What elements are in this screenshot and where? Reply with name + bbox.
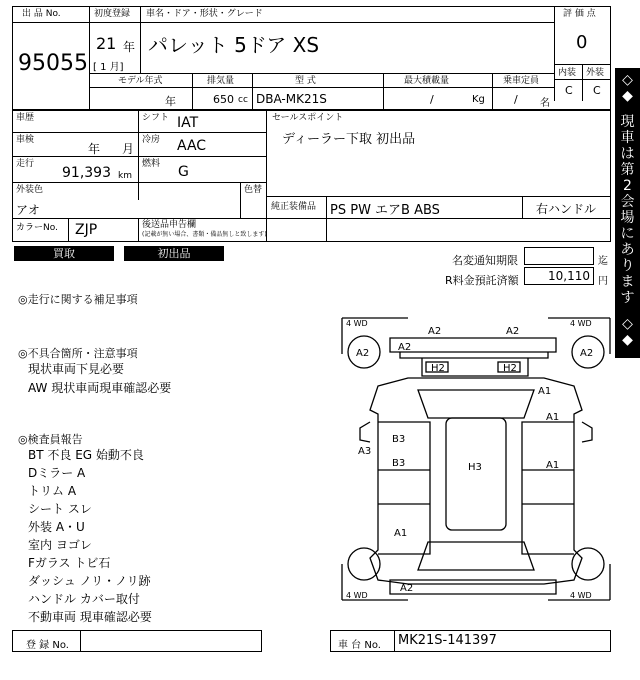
- capacity-label: 乗車定員: [503, 76, 540, 86]
- banner-char: 会: [620, 194, 635, 210]
- divider: [12, 182, 266, 183]
- recycle-value: 10,110: [548, 269, 590, 283]
- divider: [80, 630, 81, 652]
- lot-no-label: 出 品 No.: [22, 9, 61, 19]
- lot-number: 95055: [18, 51, 88, 76]
- banner-char: ◇: [622, 316, 633, 332]
- side-banner: [615, 68, 640, 358]
- ac-value: AAC: [177, 138, 207, 154]
- banner-char: ◇: [622, 72, 633, 88]
- divider: [266, 110, 267, 242]
- equipment-value: PS PW エアB ABS: [330, 203, 440, 218]
- shift-value: IAT: [177, 115, 199, 131]
- divider: [68, 218, 69, 242]
- inspector-item: トリム A: [28, 484, 77, 498]
- supplement-title: ◎走行に関する補足事項: [18, 293, 138, 306]
- damage-rear-door-l-upper: B3: [392, 434, 406, 445]
- chassis-no-value: MK21S-141397: [398, 633, 497, 648]
- displacement-label: 排気量: [207, 76, 235, 86]
- sales-point-label: セールスポイント: [272, 113, 344, 123]
- damage-rear-bumper: A2: [400, 583, 414, 594]
- divider: [12, 218, 611, 219]
- divider: [89, 22, 554, 23]
- recycle-unit: 円: [598, 276, 608, 287]
- fuel-value: G: [178, 164, 189, 180]
- inspection-year: 年: [88, 142, 101, 156]
- defect-title: ◎不具合箇所・注意事項: [18, 347, 138, 360]
- divider: [12, 22, 89, 23]
- divider: [522, 196, 523, 218]
- defect-item: 現状車両下見必要: [28, 362, 125, 376]
- divider: [554, 79, 611, 80]
- shift-label: シフト: [142, 113, 170, 123]
- inspector-item: Fガラス トビ石: [28, 556, 111, 570]
- displacement-unit: cc: [238, 95, 248, 105]
- capacity-unit: 名: [540, 98, 550, 109]
- reg-month: [ 1 月]: [93, 62, 124, 73]
- exterior-label: 外装: [586, 68, 605, 78]
- aftermarket-note: (記載が無い場合、書類・備品無しと致します): [142, 231, 267, 238]
- banner-char: 車: [620, 130, 635, 146]
- divider: [582, 64, 583, 101]
- model-year-unit: 年: [165, 95, 176, 108]
- four-wd-label: 4 WD: [570, 319, 592, 328]
- divider: [326, 196, 327, 242]
- recycle-label: R料金預託済額: [445, 274, 519, 287]
- chassis-no-label: 車 台 No.: [338, 640, 381, 651]
- inspector-title: ◎検査員報告: [18, 433, 83, 446]
- four-wd-label: 4 WD: [570, 591, 592, 600]
- mileage-unit: km: [118, 171, 132, 181]
- color-no-value: ZJP: [75, 222, 98, 238]
- divider: [89, 87, 554, 88]
- inspector-item: 不動車両 現車確認必要: [28, 610, 152, 624]
- divider: [138, 218, 139, 242]
- interior-grade: C: [565, 84, 573, 97]
- banner-char: ◆: [622, 332, 633, 348]
- reg-no-label: 登 録 No.: [26, 640, 69, 651]
- divider: [140, 6, 141, 73]
- inspector-item: シート スレ: [28, 502, 92, 516]
- buy-tag: 買取: [14, 246, 114, 261]
- type-value: DBA-MK21S: [256, 92, 327, 106]
- equipment-label: 純正装備品: [271, 202, 317, 212]
- damage-headlight-r: H2: [503, 363, 517, 374]
- interior-label: 内装: [558, 68, 577, 78]
- divider: [554, 6, 555, 101]
- divider: [12, 156, 266, 157]
- inspector-item: 外装 A・U: [28, 520, 85, 534]
- first-listing-tag: 初出品: [124, 246, 224, 261]
- exterior-grade: C: [593, 84, 601, 97]
- inspector-item: Dミラー A: [28, 466, 86, 480]
- ac-label: 冷房: [142, 135, 161, 145]
- reg-year: 21: [96, 34, 117, 53]
- score-label: 評 価 点: [563, 9, 596, 19]
- name-change-box: [524, 247, 594, 265]
- first-reg-label: 初度登録: [94, 9, 131, 19]
- damage-roof: H3: [468, 462, 482, 473]
- banner-char: ◆: [622, 88, 633, 104]
- mileage-label: 走行: [16, 159, 35, 169]
- history-label: 車歴: [16, 113, 35, 123]
- divider: [12, 132, 266, 133]
- divider: [492, 73, 493, 110]
- banner-char: り: [620, 258, 635, 274]
- inspector-item: ハンドル カバー取付: [28, 592, 140, 606]
- fuel-label: 燃料: [142, 159, 161, 169]
- reg-year-unit: 年: [123, 40, 136, 54]
- name-change-label: 名変通知期限: [452, 254, 518, 267]
- banner-char: 場: [620, 210, 635, 226]
- inspector-item: ダッシュ ノリ・ノリ跡: [28, 574, 151, 588]
- steering-value: 右ハンドル: [536, 202, 597, 216]
- four-wd-label: 4 WD: [346, 319, 368, 328]
- divider: [394, 630, 395, 652]
- car-damage-diagram: [338, 314, 614, 604]
- banner-char: に: [620, 226, 635, 242]
- damage-front-wheel-r: A2: [580, 348, 594, 359]
- car-name: パレット 5ドア XS: [148, 33, 320, 57]
- damage-front-door-r: A1: [546, 412, 560, 423]
- inspector-item: BT 不良 EG 始動不良: [28, 448, 144, 462]
- displacement-value: 650: [213, 93, 234, 106]
- banner-char: あ: [620, 242, 635, 258]
- inspector-item: 室内 ヨゴレ: [28, 538, 92, 552]
- damage-front-bumper-l: A2: [428, 326, 442, 337]
- divider: [383, 73, 384, 110]
- damage-rear-door-r: A1: [546, 460, 560, 471]
- divider: [192, 73, 193, 110]
- ext-color-value: アオ: [16, 203, 40, 217]
- banner-char: ま: [620, 274, 635, 290]
- damage-front-fender-r: A1: [538, 386, 552, 397]
- divider: [89, 73, 554, 74]
- banner-char: す: [620, 290, 635, 306]
- damage-front-wheel-l: A2: [356, 348, 370, 359]
- damage-headlight-l: H2: [431, 363, 445, 374]
- damage-hood-front: A2: [398, 342, 412, 353]
- divider: [240, 182, 241, 218]
- damage-rear-door-l-lower: B3: [392, 458, 406, 469]
- divider: [252, 73, 253, 110]
- recolor-label: 色替: [244, 185, 263, 195]
- capacity-sep: /: [514, 93, 518, 106]
- banner-char: 2: [623, 178, 632, 194]
- color-no-label: カラーNo.: [16, 223, 58, 233]
- score-value: 0: [576, 32, 588, 53]
- max-load-sep: /: [430, 93, 434, 106]
- sales-point-value: ディーラー下取 初出品: [282, 132, 416, 147]
- divider: [266, 196, 611, 197]
- damage-left-side: A3: [358, 446, 372, 457]
- max-load-unit: Kg: [472, 94, 485, 105]
- inspection-month: 月: [122, 142, 135, 156]
- type-label: 型 式: [295, 76, 316, 86]
- divider: [138, 110, 139, 200]
- model-year-label: モデル年式: [118, 76, 163, 86]
- damage-front-bumper-r: A2: [506, 326, 520, 337]
- inspection-label: 車検: [16, 135, 35, 145]
- four-wd-label: 4 WD: [346, 591, 368, 600]
- max-load-label: 最大積載量: [404, 76, 450, 86]
- car-name-label: 車名・ドア・形状・グレード: [146, 9, 263, 19]
- ext-color-label: 外装色: [16, 185, 44, 195]
- mileage-value: 91,393: [62, 165, 111, 181]
- damage-rear-fender-l: A1: [394, 528, 408, 539]
- defect-item: AW 現状車両現車確認必要: [28, 381, 172, 395]
- banner-char: 第: [620, 162, 635, 178]
- banner-char: は: [620, 146, 635, 162]
- aftermarket-label: 後送品申告欄: [142, 220, 197, 230]
- banner-char: 現: [620, 114, 635, 130]
- name-change-unit: 迄: [598, 256, 608, 267]
